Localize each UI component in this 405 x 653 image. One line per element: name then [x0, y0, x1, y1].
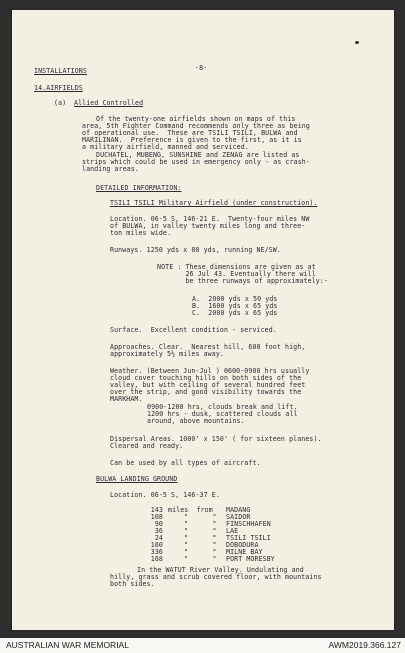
document-page: [12, 10, 394, 630]
bulwa-description-line: hilly, grass and scrub covered floor, with mountains: [110, 573, 322, 581]
detailed-heading: DETAILED INFORMATION:: [96, 184, 182, 192]
distance-place: SAIDOR: [226, 513, 251, 521]
distance-miles: 336: [150, 548, 163, 556]
tsili-approaches-line: approximately 5½ miles away.: [110, 350, 224, 358]
distance-place: DOBODURA: [226, 541, 259, 549]
footer-source: AUSTRALIAN WAR MEMORIAL: [6, 640, 129, 650]
tsili-weather-more-line: around, above mountains.: [147, 417, 245, 425]
bulwa-heading: BULWA LANDING GROUND: [96, 475, 178, 483]
section-heading: INSTALLATIONS: [34, 67, 87, 75]
tsili-dispersal-line: Cleared and ready.: [110, 442, 184, 450]
intro-line: of operational use. These are TSILI TSILI, BULWA and: [82, 129, 298, 137]
distance-miles: 36: [154, 527, 163, 535]
bulwa-description-line: both sides.: [110, 580, 155, 588]
distance-separator: " ": [184, 555, 217, 563]
distance-place: PORT MORESBY: [226, 555, 275, 563]
tsili-location-line: Location. 06-5 S, 146-21 E. Twenty-four miles NW: [110, 215, 310, 223]
tsili-note-line: 26 Jul 43. Eventually there will: [157, 270, 316, 278]
distance-separator: miles from: [168, 506, 213, 514]
distance-separator: " ": [184, 527, 217, 535]
distance-separator: " ": [184, 513, 217, 521]
tsili-weather-line: over the strip, and good visibility towards the: [110, 388, 302, 396]
footer-bar: [0, 638, 405, 653]
intro-line: MARILINAN. Preference is given to the first, as it is: [82, 136, 302, 144]
tsili-surface: Surface. Excellent condition - serviced.: [110, 326, 277, 334]
tsili-weather-more-line: 0900-1200 hrs, clouds break and lift.: [147, 403, 298, 411]
tsili-note-line: NOTE : These dimensions are given as at: [157, 263, 316, 271]
distance-separator: " ": [184, 520, 217, 528]
runway-dimension: C. 2000 yds x 65 yds: [192, 309, 278, 317]
distance-place: TSILI TSILI: [226, 534, 271, 542]
distance-separator: " ": [184, 548, 217, 556]
punch-mark-icon: [355, 41, 359, 44]
tsili-location-line: of BULWA, in valley twenty miles long and three-: [110, 222, 306, 230]
distance-separator: " ": [184, 534, 217, 542]
bulwa-description-line: In the WATUT River Valley. Undulating and: [137, 566, 304, 574]
distance-miles: 168: [150, 555, 163, 563]
tsili-dispersal-line: Dispersal Areas. 1000' x 150' ( for sixteen planes).: [110, 435, 322, 443]
tsili-weather-more-line: 1200 hrs - dusk, scattered clouds all: [147, 410, 298, 418]
distance-place: FINSCHHAFEN: [226, 520, 271, 528]
tsili-note-line: be three runways of approximately:-: [157, 277, 328, 285]
subsection-heading: 14.AIRFIELDS: [34, 84, 83, 92]
tsili-weather-line: valley, but with ceiling of several hundred feet: [110, 381, 306, 389]
tsili-runways: Runways. 1250 yds x 80 yds, running NE/SW.: [110, 246, 281, 254]
item-marker: (a): [54, 99, 67, 107]
tsili-weather-line: Weather. (Between Jun-Jul ) 0600-0900 hrs usually: [110, 367, 310, 375]
footer-reference: AWM2019.366.127: [328, 640, 401, 650]
intro-line: landing areas.: [82, 165, 139, 173]
tsili-usage: Can be used by all types of aircraft.: [110, 459, 261, 467]
tsili-weather-line: MARKHAM.: [110, 395, 143, 403]
intro-line: strips which could be used in emergency only - as crash-: [82, 158, 310, 166]
distance-place: LAE: [226, 527, 239, 535]
distance-miles: 108: [150, 513, 163, 521]
runway-dimension: A. 2000 yds x 50 yds: [192, 295, 278, 303]
distance-miles: 90: [154, 520, 163, 528]
distance-place: MILNE BAY: [226, 548, 263, 556]
tsili-weather-line: cloud cover touching hills on both sides of the: [110, 374, 302, 382]
intro-line: Of the twenty-one airfields shown on maps of this: [96, 115, 296, 123]
distance-separator: " ": [184, 541, 217, 549]
distance-miles: 24: [154, 534, 163, 542]
distance-miles: 160: [150, 541, 163, 549]
item-title: Allied Controlled: [74, 99, 144, 107]
bulwa-location: Location. 06-5 S, 146-37 E.: [110, 491, 220, 499]
intro-line: DUCHATEL, MUBENG, SUNSHINE and ZENAG are listed as: [96, 151, 300, 159]
tsili-approaches-line: Approaches. Clear. Nearest hill, 600 foot high,: [110, 343, 306, 351]
distance-miles: 143: [150, 506, 163, 514]
runway-dimension: B. 1600 yds x 65 yds: [192, 302, 278, 310]
intro-line: a military airfield, manned and serviced.: [82, 143, 249, 151]
intro-line: area, 5th Fighter Command recommends only three as being: [82, 122, 310, 130]
distance-place: MADANG: [226, 506, 251, 514]
tsili-heading: TSILI TSILI Military Airfield (under construction).: [110, 199, 318, 207]
tsili-location-line: ton miles wide.: [110, 229, 172, 237]
page-number: -8-: [195, 64, 208, 72]
